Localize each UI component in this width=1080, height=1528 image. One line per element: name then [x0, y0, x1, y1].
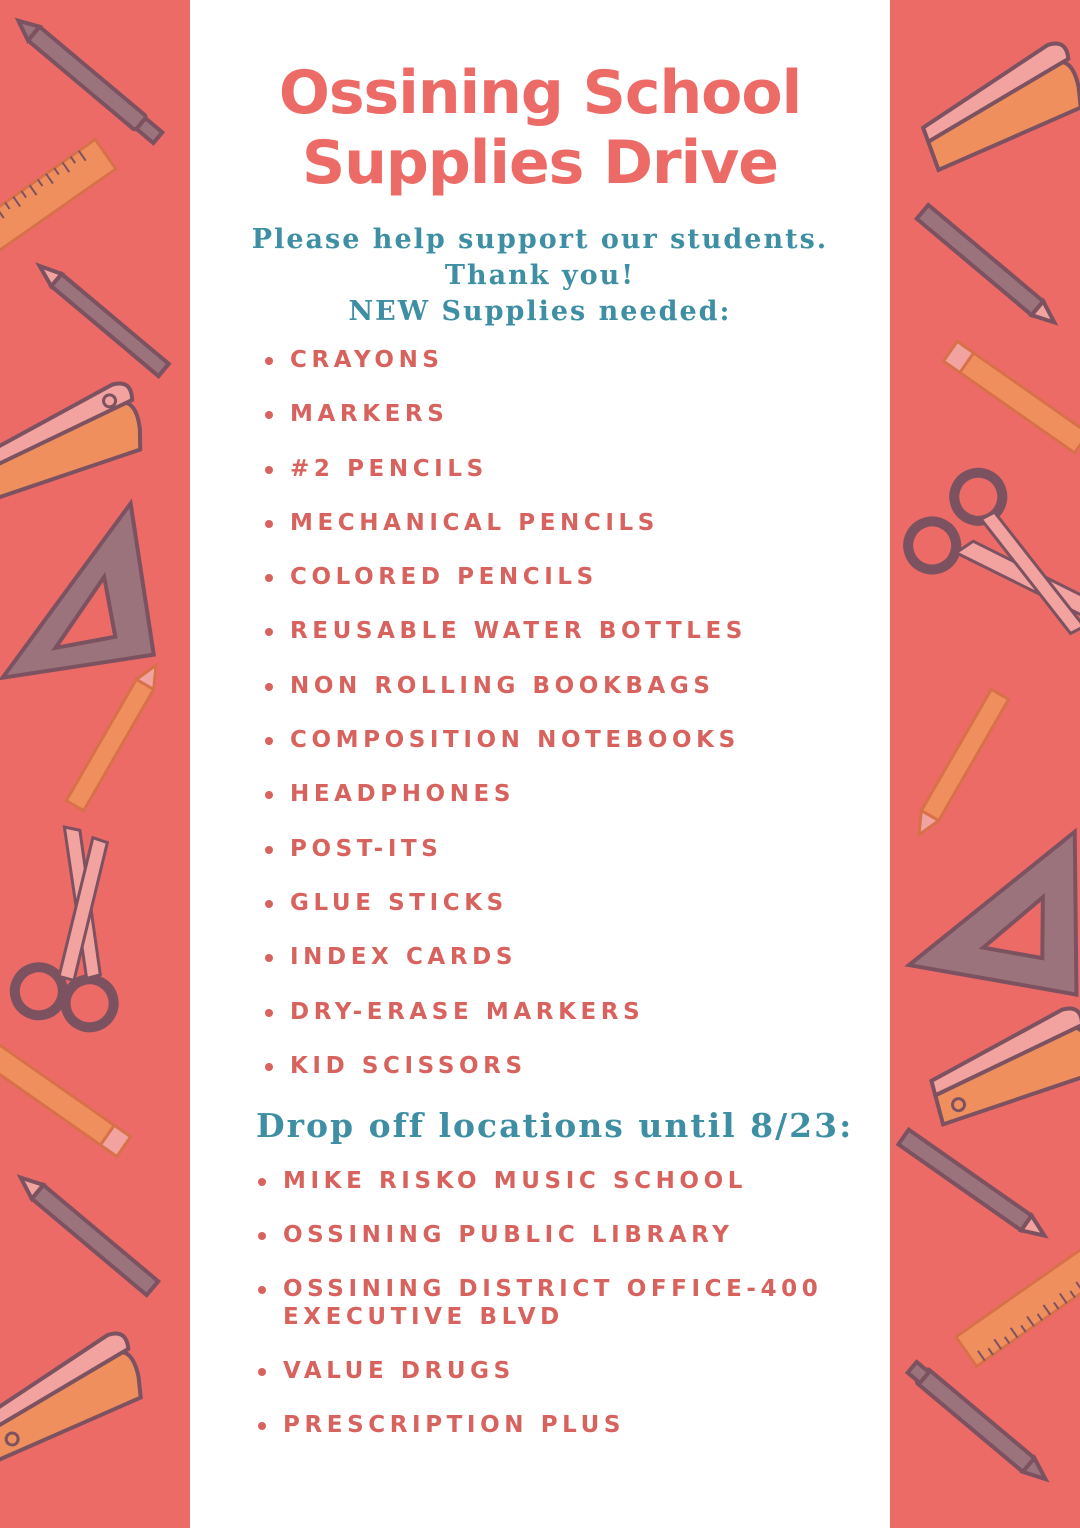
pencil-icon [34, 260, 168, 376]
list-item: POST-ITS [260, 835, 747, 889]
list-item: COMPOSITION NOTEBOOKS [260, 726, 747, 780]
stapler-icon [0, 1330, 150, 1460]
title-line-1: Ossining School [278, 58, 802, 128]
list-item: KID SCISSORS [260, 1052, 747, 1106]
list-item: #2 PENCILS [260, 455, 747, 509]
left-decorations [0, 0, 190, 1528]
list-item: OSSINING DISTRICT OFFICE-400 EXECUTIVE BLVD [253, 1275, 853, 1331]
triangle-ruler-icon [909, 807, 1080, 994]
supplies-list [260, 346, 747, 1106]
list-item: REUSABLE WATER BOTTLES [260, 617, 747, 671]
list-item: INDEX CARDS [260, 943, 747, 997]
stapler-icon [911, 40, 1080, 170]
pencil-icon [0, 1039, 131, 1156]
stapler-icon [922, 1005, 1080, 1124]
drop-off-heading: Drop off locations until 8/23: [256, 1106, 854, 1145]
list-item: MARKERS [260, 400, 747, 454]
list-item: VALUE DRUGS [253, 1357, 853, 1385]
subtitle-line-2: Thank you! [444, 260, 636, 291]
scissors-icon [891, 449, 1080, 676]
list-item: GLUE STICKS [260, 889, 747, 943]
pencil-icon [66, 660, 164, 810]
list-item: NON ROLLING BOOKBAGS [260, 672, 747, 726]
pencil-icon [15, 1171, 158, 1295]
scissors-icon [0, 820, 184, 1049]
pen-icon [13, 14, 164, 145]
left-decoration-strip [0, 0, 190, 1528]
flyer-title [190, 58, 890, 198]
pencil-icon [917, 205, 1060, 329]
list-item: PRESCRIPTION PLUS [253, 1411, 853, 1439]
list-item: DRY-ERASE MARKERS [260, 998, 747, 1052]
drop-off-list [253, 1167, 853, 1465]
list-item: HEADPHONES [260, 780, 747, 834]
stapler-icon [0, 380, 149, 499]
ruler-icon [0, 139, 116, 266]
pen-icon [906, 1360, 1051, 1486]
flyer-subtitle [190, 222, 890, 330]
list-item: COLORED PENCILS [260, 563, 747, 617]
subtitle-line-3: NEW Supplies needed: [348, 296, 732, 327]
ruler-icon [956, 1239, 1080, 1366]
list-item: MECHANICAL PENCILS [260, 509, 747, 563]
pencil-icon [943, 341, 1080, 452]
list-item: MIKE RISKO MUSIC SCHOOL [253, 1167, 853, 1195]
pencil-icon [898, 1130, 1049, 1243]
subtitle-line-1: Please help support our students. [251, 224, 829, 255]
right-decoration-strip [890, 0, 1080, 1528]
right-decorations [890, 0, 1080, 1528]
list-item: CRAYONS [260, 346, 747, 400]
list-item: OSSINING PUBLIC LIBRARY [253, 1221, 853, 1249]
title-line-2: Supplies Drive [301, 128, 779, 198]
flyer-panel [190, 0, 890, 1528]
pencil-icon [910, 689, 1008, 839]
